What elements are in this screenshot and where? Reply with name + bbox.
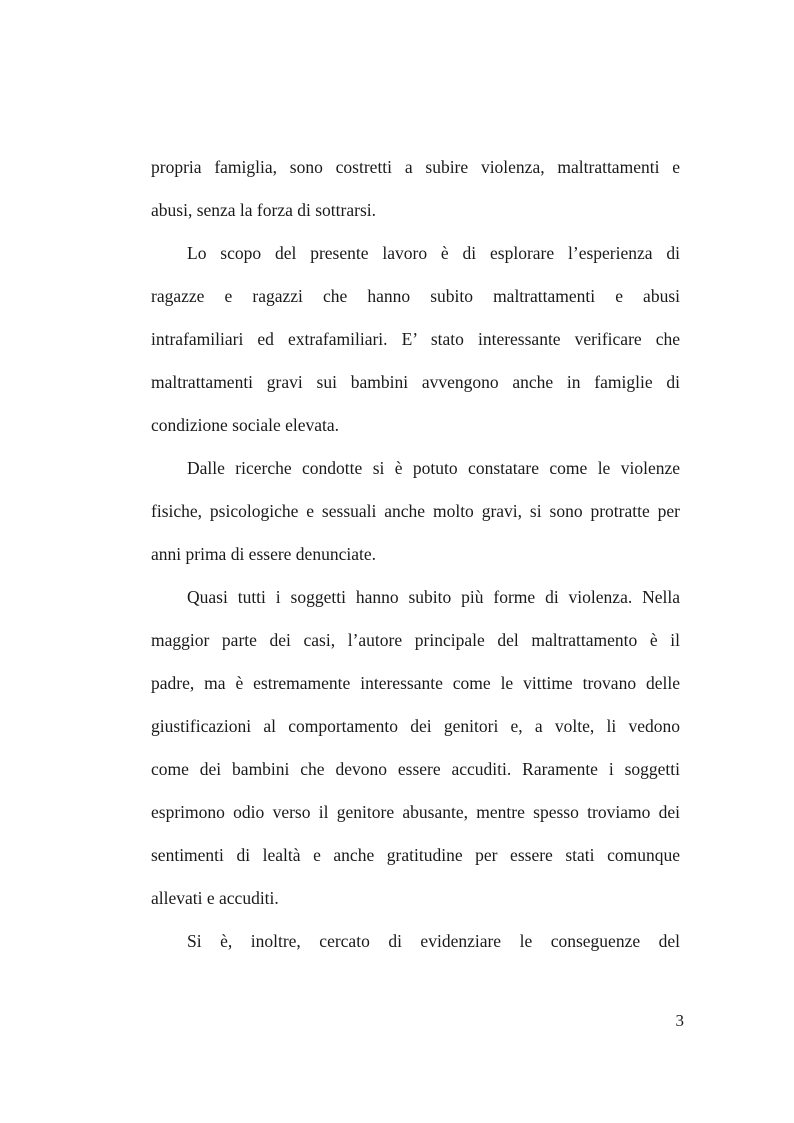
page-number: 3 bbox=[675, 1011, 684, 1030]
text-line: come dei bambini che devono essere accuditi. Raramente i soggetti bbox=[151, 759, 680, 779]
text-line: sentimenti di lealtà e anche gratitudine per essere stati comunque bbox=[151, 845, 680, 865]
text-line: anni prima di essere denunciate. bbox=[151, 544, 376, 564]
body-text bbox=[151, 146, 680, 963]
text-line: ragazze e ragazzi che hanno subito maltrattamenti e abusi bbox=[151, 286, 680, 306]
text-line: maltrattamenti gravi sui bambini avvengono anche in famiglie di bbox=[151, 372, 680, 392]
text-line: Quasi tutti i soggetti hanno subito più forme di violenza. Nella bbox=[187, 587, 680, 607]
text-line: esprimono odio verso il genitore abusante, mentre spesso troviamo dei bbox=[151, 802, 680, 822]
text-line: fisiche, psicologiche e sessuali anche molto gravi, si sono protratte per bbox=[151, 501, 680, 521]
text-line: allevati e accuditi. bbox=[151, 888, 279, 908]
text-line: intrafamiliari ed extrafamiliari. E’ stato interessante verificare che bbox=[151, 329, 680, 349]
text-line: padre, ma è estremamente interessante come le vittime trovano delle bbox=[151, 673, 680, 693]
text-line: propria famiglia, sono costretti a subire violenza, maltrattamenti e bbox=[151, 157, 680, 177]
text-line: maggior parte dei casi, l’autore principale del maltrattamento è il bbox=[151, 630, 680, 650]
text-line: Si è, inoltre, cercato di evidenziare le conseguenze del bbox=[187, 931, 680, 951]
text-line: abusi, senza la forza di sottrarsi. bbox=[151, 200, 376, 220]
text-line: Dalle ricerche condotte si è potuto constatare come le violenze bbox=[187, 458, 680, 478]
text-line: giustificazioni al comportamento dei genitori e, a volte, li vedono bbox=[151, 716, 680, 736]
text-line: condizione sociale elevata. bbox=[151, 415, 340, 435]
text-line: Lo scopo del presente lavoro è di esplorare l’esperienza di bbox=[187, 243, 680, 263]
